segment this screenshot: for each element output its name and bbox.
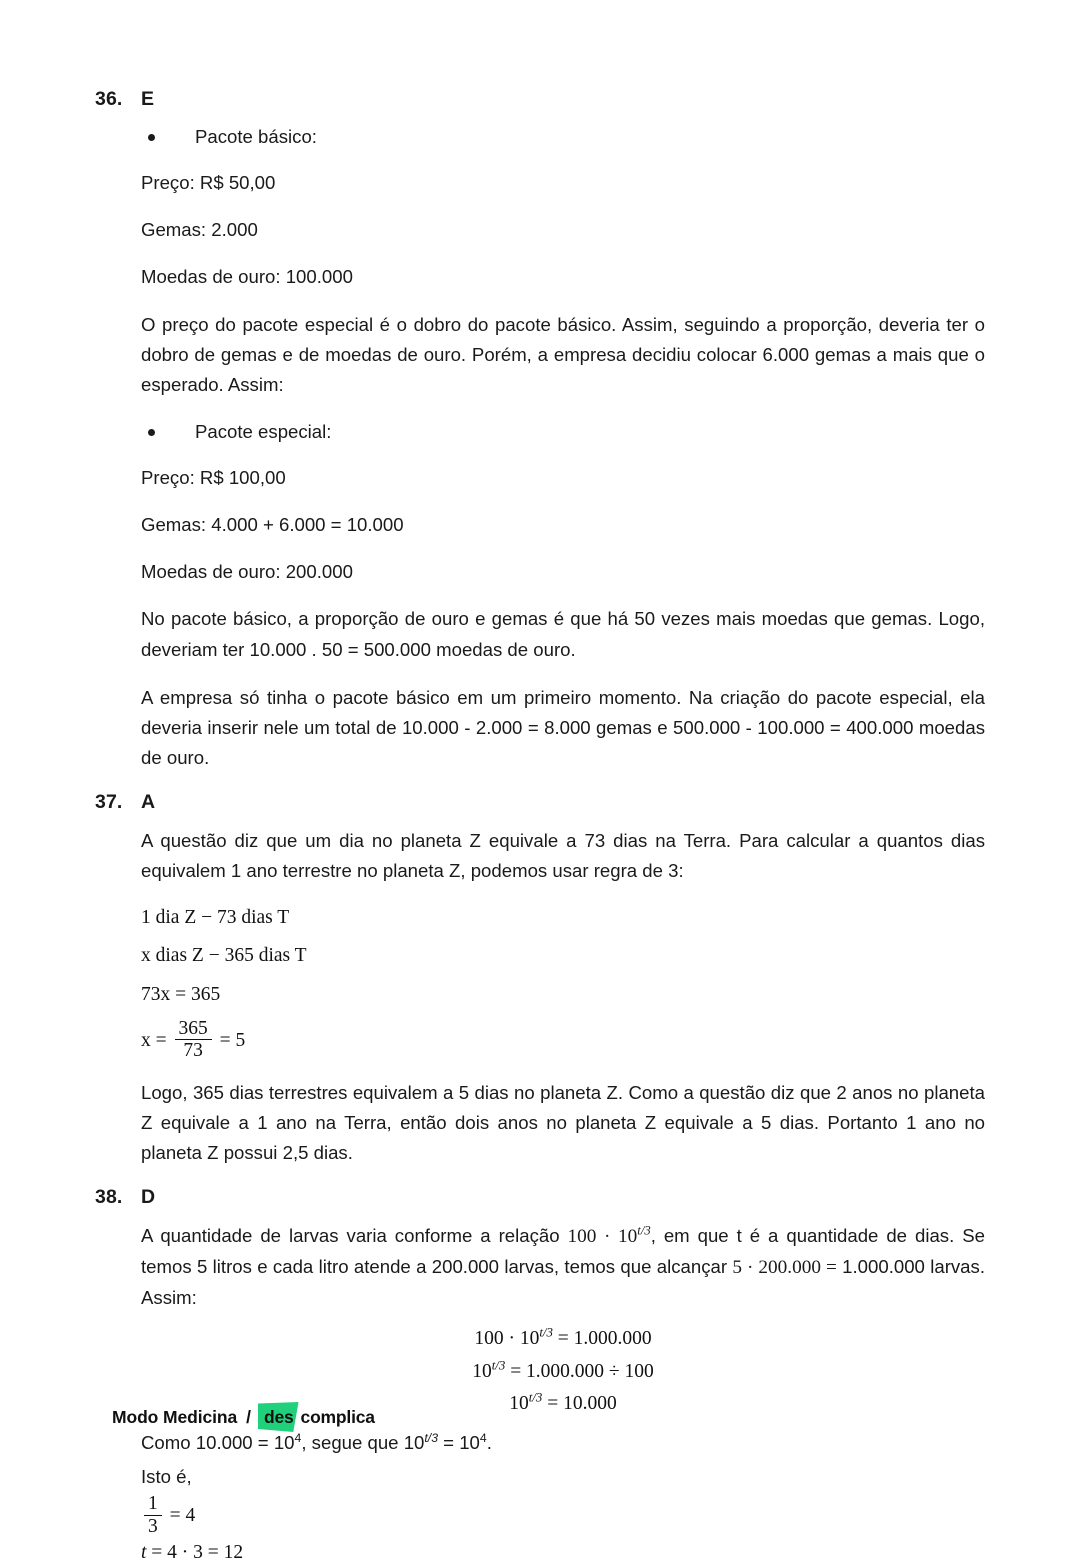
special-package-gems: Gemas: 4.000 + 6.000 = 10.000 [141, 513, 404, 535]
inline-formula-base: 100 · 10 [567, 1225, 638, 1247]
question-37-paragraph-1: A questão diz que um dia no planeta Z equivale a 73 dias na Terra. Para calcular a quantos dias equivalem 1 ano terrestre no planeta Z, podemos usar regra de 3: [141, 830, 985, 882]
math-line-equation: 73x = 365 [141, 983, 221, 1005]
question-38-como-line [141, 1428, 985, 1458]
question-37-paragraph-2: Logo, 365 dias terrestres equivalem a 5 dias no planeta Z. Como a questão diz que 2 anos no planeta Z equivale a 1 ano na Terra, então dois anos no planeta Z equivale a 5 dias. Portanto 1 ano no planeta Z possui 2,5 dias. [141, 1081, 985, 1163]
question-36 [95, 88, 985, 773]
fraction-rhs: = 4 [169, 1505, 196, 1527]
como-exponent-1: 4 [294, 1430, 302, 1445]
question-36-answer: E [141, 88, 155, 110]
question-38-isto-e-line: Isto é, [141, 1466, 192, 1488]
logo-mark-des [258, 1402, 299, 1432]
equation-line-2 [141, 1358, 985, 1386]
fraction-365-over-73 [175, 1019, 212, 1062]
question-36-paragraph-1: O preço do pacote especial é o dobro do pacote básico. Assim, seguindo a proporção, deveria ter o dobro de gemas e de moedas de ouro. Porém, a empresa decidiu colocar 6.000 gemas a mais que o esperado. Assim: [141, 313, 985, 395]
math-line-fraction-result [141, 1019, 985, 1062]
fraction-1-over-3 [144, 1494, 162, 1537]
equation-2-rhs: = 1.000.000 ÷ 100 [505, 1360, 654, 1382]
list-item: Pacote básico: [141, 123, 985, 151]
q38-text-b: , em que t é a quantidade de dias. Se temos 5 litros e cada litro atende a 200.000 larvas, temos que alcançar [141, 1224, 985, 1278]
inline-formula-exponent: t/3 [637, 1223, 651, 1238]
basic-package-gems: Gemas: 2.000 [141, 218, 258, 240]
fraction-numerator: 365 [178, 1018, 208, 1040]
final-result-expression: = 4 · 3 = 12 [151, 1541, 244, 1563]
como-text-c: = 10 [438, 1432, 480, 1454]
footer-separator: / [246, 1406, 251, 1427]
footer-brand-name: Modo Medicina [112, 1406, 238, 1427]
equation-line-1 [141, 1325, 985, 1353]
fraction-denominator: 3 [144, 1515, 162, 1537]
equation-1-rhs: = 1.000.000 [552, 1328, 652, 1350]
special-package-price: Preço: R$ 100,00 [141, 466, 286, 488]
fraction-numerator: 1 [148, 1493, 158, 1515]
question-38-answer: D [141, 1185, 156, 1208]
q38-text-a: A quantidade de larvas varia conforme a relação [141, 1224, 568, 1246]
question-38 [95, 1186, 985, 1567]
logo-word-complica: complica [300, 1406, 375, 1427]
basic-package-coins: Moedas de ouro: 100.000 [141, 265, 353, 287]
special-package-coins: Moedas de ouro: 200.000 [141, 560, 353, 582]
equation-3-exponent: t/3 [528, 1390, 543, 1405]
equation-1-base: 100 · 10 [474, 1328, 540, 1350]
como-exponent-2: t/3 [424, 1430, 439, 1445]
equation-2-base: 10 [472, 1360, 492, 1382]
math-line-proportion-2: x dias Z − 365 dias T [141, 945, 307, 967]
question-36-body [141, 123, 985, 773]
q38-text-c: 1.000.000 larvas. Assim: [141, 1256, 985, 1309]
equation-1-exponent: t/3 [539, 1325, 553, 1340]
question-37-heading [95, 791, 985, 814]
logo-mark-text: des [263, 1406, 294, 1427]
fraction-denominator: 73 [175, 1039, 212, 1061]
equation-2-exponent: t/3 [491, 1358, 506, 1373]
como-text-a: Como 10.000 = 10 [141, 1432, 295, 1454]
list-item: Pacote especial: [141, 418, 985, 446]
basic-package-bullet-list [141, 123, 985, 151]
question-37-body [141, 826, 985, 1168]
fraction-lhs: x = [141, 1030, 167, 1052]
question-38-number: 38. [95, 1185, 123, 1208]
special-package-bullet-list [141, 418, 985, 446]
question-37-answer: A [141, 791, 156, 813]
variable-t: t [141, 1541, 147, 1563]
question-37-number: 37. [95, 791, 123, 813]
question-36-heading [95, 88, 985, 111]
question-37-math [141, 904, 985, 1061]
question-36-number: 36. [95, 88, 123, 110]
question-38-heading [95, 1186, 985, 1209]
como-text-b: , segue que 10 [301, 1432, 425, 1454]
question-38-final-math [141, 1494, 985, 1567]
como-exponent-3: 4 [479, 1430, 487, 1445]
question-37 [95, 791, 985, 1168]
inline-formula-larvae [567, 1223, 651, 1247]
fraction-rhs: = 5 [219, 1030, 246, 1052]
math-line-proportion-1: 1 dia Z − 73 dias T [141, 907, 290, 929]
equation-3-rhs: = 10.000 [542, 1392, 617, 1414]
math-line-final-result [141, 1539, 985, 1567]
basic-package-price: Preço: R$ 50,00 [141, 171, 276, 193]
como-text-d: . [486, 1432, 492, 1454]
question-38-paragraph-1 [141, 1221, 985, 1313]
question-38-body [141, 1221, 985, 1567]
equation-3-base: 10 [509, 1392, 529, 1414]
inline-formula-liters: 5 · 200.000 = [732, 1257, 837, 1279]
question-36-paragraph-2: No pacote básico, a proporção de ouro e gemas é que há 50 vezes mais moedas que gemas. Logo, deveriam ter 10.000 . 50 = 500.000 moedas de ouro. [141, 608, 985, 660]
question-36-paragraph-3: A empresa só tinha o pacote básico em um primeiro momento. Na criação do pacote especial, ela deveria inserir nele um total de 10.000 - 2.000 = 8.000 gemas e 500.000 - 100.000 = 400.000 moedas de ouro. [141, 686, 985, 768]
descomplica-logo [258, 1402, 375, 1432]
page-footer [112, 1402, 375, 1432]
math-line-one-third [141, 1494, 985, 1537]
